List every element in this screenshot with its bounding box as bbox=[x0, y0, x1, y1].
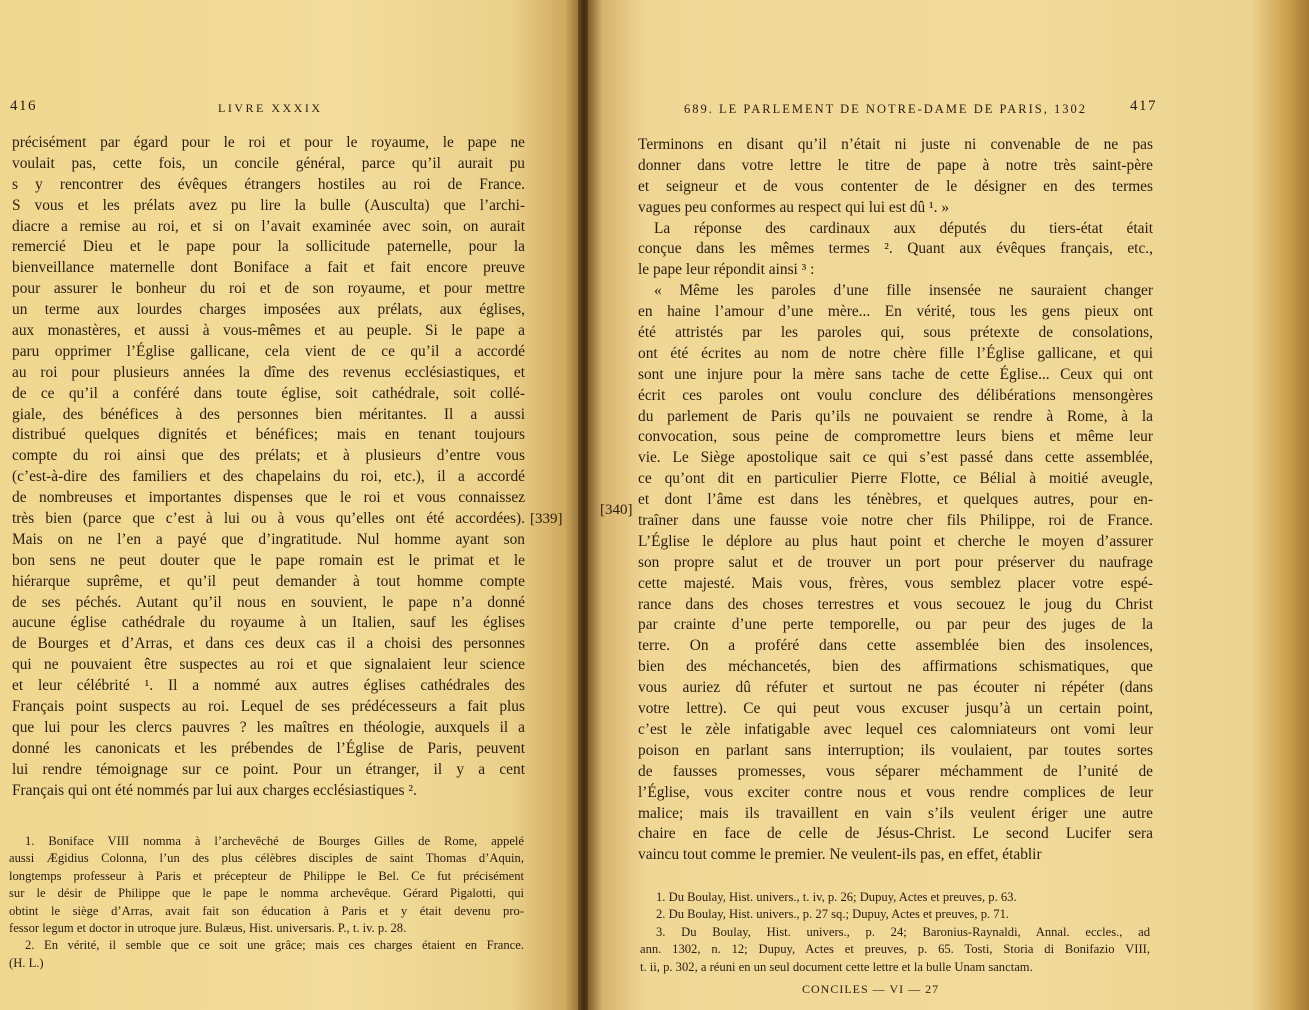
text-line: 1. Boniface VIII nomma à l’archevêché de Bourges Gilles de Rome, appelé bbox=[25, 834, 524, 848]
text-line: du parlement de Paris qu’ils ne pouvaient se rendre à Rome, à la bbox=[638, 407, 1153, 425]
text-line: rance dans des choses terrestres et vous secouez le joug du Christ bbox=[638, 595, 1153, 613]
text-line: de Bourges et d’Arras, et dans ces deux cas il a choisi des personnes bbox=[12, 635, 525, 653]
text-line: ont été écrites au nom de notre chère fille l’Église gallicane, et qui bbox=[638, 344, 1153, 362]
text-line: paru opprimer l’Église gallicane, cela vient de ce qu’il a accordé bbox=[12, 342, 525, 360]
text-line: écrit ces paroles ont voulu conclure des délibérations mensongères bbox=[638, 386, 1153, 404]
text-line: compte du roi ainsi que des prélats; et à plusieurs d’entre vous bbox=[12, 447, 525, 465]
text-line: précisément par égard pour le roi et pour le royaume, le pape ne bbox=[12, 134, 525, 151]
text-line: vous auriez dû réfuter et surtout ne pas écouter ni répéter (dans bbox=[638, 679, 1153, 697]
text-line: 3. Du Boulay, Hist. univers., p. 24; Baronius-Raynaldi, Annal. eccles., ad bbox=[656, 924, 1150, 939]
text-line: son propre salut et de trouver un port pour préserver du naufrage bbox=[638, 553, 1153, 571]
footnotes bbox=[9, 833, 524, 972]
text-line: voulait pas, cette fois, un concile général, parce qu’il aurait pu bbox=[12, 154, 525, 172]
text-line: votre lettre). Ce qui peut vous excuser jusqu’à un certain point, bbox=[638, 700, 1153, 718]
text-line: sur le désir de Philippe que le pape le nomma archevêque. Gérard Pigalotti, qui bbox=[9, 886, 524, 901]
right-page bbox=[588, 0, 1309, 1010]
text-line: de ses péchés. Autant qu’il nous en souvient, le pape n’a donné bbox=[12, 593, 525, 611]
text-line: convocation, sous peine de compromettre leurs biens et même leur bbox=[638, 428, 1153, 446]
text-line: La réponse des cardinaux aux députés du tiers-état était bbox=[654, 219, 1153, 237]
text-line: donner dans votre lettre le titre de pape à notre très saint-père bbox=[638, 156, 1153, 174]
text-line: et seigneur et de vous contenter de le désigner en des termes bbox=[638, 177, 1153, 195]
text-line: Mais on ne l’en a payé que d’ingratitude. Nul homme ayant son bbox=[12, 530, 525, 548]
text-line: Français qui ont été nommés par lui aux charges ecclésiastiques ². bbox=[12, 781, 417, 799]
running-head: 689. LE PARLEMENT DE NOTRE-DAME DE PARIS, 1302 bbox=[684, 102, 1088, 116]
body-text bbox=[638, 135, 1153, 866]
margin-page-marker: [340] bbox=[600, 502, 633, 518]
text-line: par crainte d’une perte temporelle, ou par peur des juges de la bbox=[638, 616, 1153, 634]
text-line: Terminons en disant qu’il n’était ni juste ni convenable de ne pas bbox=[638, 136, 1153, 153]
text-line: aux monastères, et aussi à vous-mêmes et au peuple. Si le pape a bbox=[12, 322, 525, 340]
text-line: diacre a remise au roi, et si on l’avait examinée avec soin, on aurait bbox=[12, 217, 525, 235]
page-number: 417 bbox=[1130, 98, 1157, 114]
text-line: lui rendre témoignage sur ce point. Pour un étranger, il y a cent bbox=[12, 760, 525, 778]
text-line: longtemps professeur à Paris et précepteur de Philippe le Bel. Ce fut précisément bbox=[9, 868, 524, 883]
text-line: poison en parlant sans interruption; ils voulaient, par toutes sortes bbox=[638, 741, 1153, 759]
text-line: un terme aux lourdes charges imposées aux prélats, aux églises, bbox=[12, 301, 525, 319]
text-line: vagues peu conformes au respect qui lui est dû ¹. » bbox=[638, 198, 950, 216]
text-line: bienveillance maternelle dont Boniface a fait et fait encore preuve bbox=[12, 259, 525, 277]
text-line: ce qu’ont dit en particulier Pierre Flotte, ce Bélial à moitié aveugle, bbox=[638, 470, 1153, 488]
text-line: « Même les paroles d’une fille insensée ne sauraient changer bbox=[654, 282, 1153, 300]
text-line: distribué quelques dignités et bénéfices; mais en tenant toujours bbox=[12, 426, 525, 444]
running-head: LIVRE XXXIX bbox=[218, 101, 323, 115]
text-line: le pape leur répondit ainsi ³ : bbox=[638, 261, 815, 279]
text-line: été attristés par les paroles qui, sous prétexte de consolations, bbox=[638, 324, 1153, 342]
text-line: (H. L.) bbox=[9, 955, 44, 970]
text-line: remercié Dieu et le pape pour la sollicitude paternelle, pour la bbox=[12, 238, 525, 256]
text-line: fessor legum et doctor in utroque jure. Bulæus, Hist. universaris. P., t. iv. p. 28. bbox=[9, 920, 407, 935]
text-line: de nombreuses et importantes dispenses que le roi et vous connaissez bbox=[12, 489, 525, 507]
left-page bbox=[0, 0, 582, 1010]
text-line: bien des méchancetés, bien des affirmations schismatiques, que bbox=[638, 658, 1153, 676]
body-text bbox=[12, 133, 525, 802]
text-line: traîner dans une fausse voie notre cher fils Philippe, roi de France. bbox=[638, 512, 1153, 530]
text-line: cette majesté. Mais vous, frères, vous semblez placer votre espé- bbox=[638, 574, 1153, 592]
text-line: c’est le zèle infatigable avec lequel ces calomniateurs ont vomi leur bbox=[638, 720, 1153, 738]
text-line: aucune église cathédrale du royaume à un Italien, sauf les églises bbox=[12, 614, 525, 632]
text-line: malice; mais ils travaillent en vain s’ils veulent ériger une autre bbox=[638, 804, 1153, 822]
text-line: donné les canonicats et les prébendes de l’Église de Paris, peuvent bbox=[12, 739, 525, 757]
text-line: bon sens ne peut douter que le pape romain est le primat et le bbox=[12, 551, 525, 569]
text-line: 2. Du Boulay, Hist. univers., p. 27 sq.; Dupuy, Actes et preuves, p. 71. bbox=[656, 907, 1010, 922]
text-line: en haine l’amour d’une mère... En vérité, tous les gens pieux ont bbox=[638, 303, 1153, 321]
text-line: t. ii, p. 302, a réuni en un seul document cette lettre et la bulle Unam sanctam. bbox=[640, 959, 1033, 974]
text-line: s y rencontrer des évêques étrangers hostiles au roi de France. bbox=[12, 175, 525, 193]
text-line: et dont l’âme est dans les ténèbres, et quelques autres, pour en- bbox=[638, 491, 1153, 509]
text-line: conçue dans les mêmes termes ². Quant aux évêques français, etc., bbox=[638, 240, 1153, 258]
text-line: S vous et les prélats avez pu lire la bulle (Ausculta) que l’archi- bbox=[12, 196, 525, 214]
text-line: au roi pour plusieurs années la dîme des revenus ecclésiastiques, et bbox=[12, 363, 525, 381]
text-line: ann. 1302, n. 12; Dupuy, Actes et preuves, p. 65. Tosti, Storia di Bonifazio VIII, bbox=[640, 942, 1150, 957]
margin-page-marker: [339] bbox=[530, 511, 563, 527]
text-line: très bien (parce que c’est à lui ou à vous qu’elles ont été accordées). bbox=[12, 510, 525, 528]
text-line: obtint le siège d’Arras, avait fait son éducation à Paris et y était devenu pro- bbox=[9, 903, 524, 918]
text-line: et leur célébrité ¹. Il a nommé aux autres églises cathédrales des bbox=[12, 677, 525, 695]
footnotes bbox=[640, 889, 1150, 976]
text-line: de fausses promesses, vous séparer méchamment de l’unité de bbox=[638, 762, 1153, 780]
text-line: de ce qu’il a conféré dans toute église, soit cathédrale, soit collé- bbox=[12, 384, 525, 402]
text-line: L’Église le déplore au plus haut point et cherche le moyen d’assurer bbox=[638, 532, 1153, 550]
text-line: vaincu tout comme le premier. Ne veulent-ils pas, en effet, établir bbox=[638, 846, 1042, 864]
text-line: 1. Du Boulay, Hist. univers., t. iv, p. 26; Dupuy, Actes et preuves, p. 63. bbox=[656, 890, 1017, 904]
text-line: 2. En vérité, il semble que ce soit une grâce; mais ces charges étaient en France. bbox=[25, 938, 524, 953]
text-line: terre. On a proféré dans cette assemblée bien des insolences, bbox=[638, 637, 1153, 655]
text-line: l’Église, vous exciter contre nous et vous rendre complices de leur bbox=[638, 783, 1153, 801]
text-line: aussi Ægidius Colonna, l’un des plus célèbres disciples de saint Thomas d’Aquin, bbox=[9, 851, 524, 866]
text-line: que lui pour les clercs pauvres ? les maîtres en théologie, auxquels il a bbox=[12, 718, 525, 736]
text-line: sont une injure pour la mère sans tache de cette Église... Ceux qui ont bbox=[638, 365, 1153, 383]
page-number: 416 bbox=[10, 98, 37, 114]
text-line: pour assurer le bonheur du roi et de son royaume, et pour mettre bbox=[12, 280, 525, 298]
text-line: giale, des bénéfices à des personnes bien méritantes. Il a aussi bbox=[12, 405, 525, 423]
text-line: Français point suspects au roi. Lequel de ses prédécesseurs a fait plus bbox=[12, 698, 525, 716]
text-line: (c’est-à-dire des familiers et des chapelains du roi, etc.), il a accordé bbox=[12, 468, 525, 486]
text-line: vie. Le Siège apostolique sait ce qui s’est passé dans cette assemblée, bbox=[638, 449, 1153, 467]
text-line: qui ne pouvaient être suspectes au roi et que signalaient leur science bbox=[12, 656, 525, 674]
text-line: chaire en face de celle de Jésus-Christ. Le second Lucifer sera bbox=[638, 825, 1153, 843]
signature-mark: CONCILES — VI — 27 bbox=[802, 982, 940, 996]
text-line: hiérarque suprême, et qu’il peut demander à tout homme compte bbox=[12, 572, 525, 590]
